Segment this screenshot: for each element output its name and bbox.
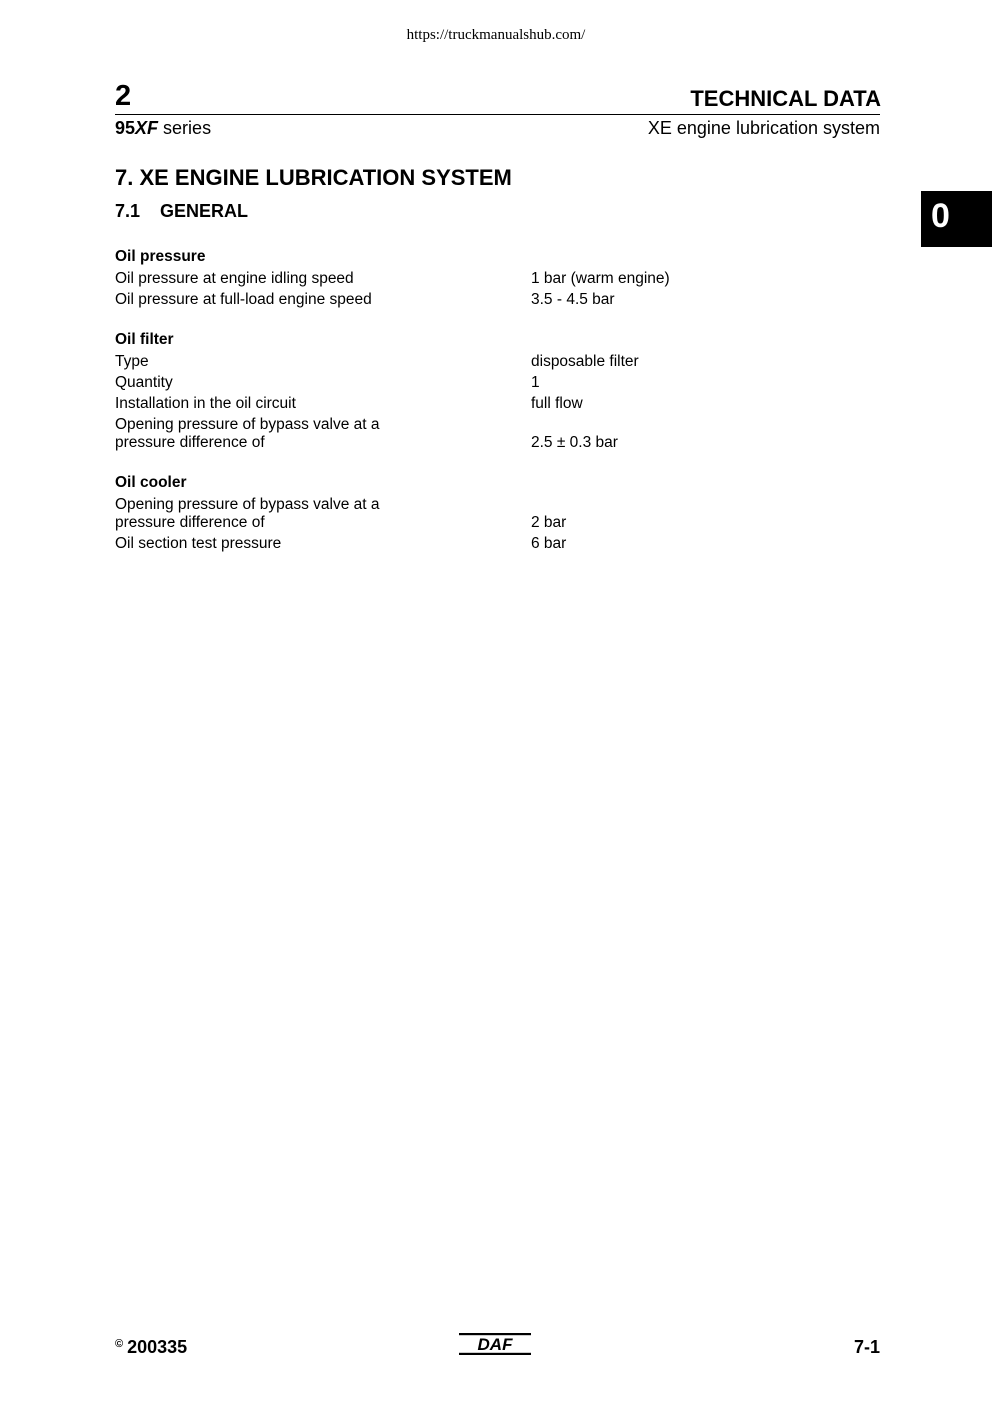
spec-group-title: Oil pressure: [115, 248, 206, 265]
logo-text: DAF: [477, 1335, 513, 1355]
page-number: 7-1: [853, 1337, 880, 1357]
chapter-number: 2: [115, 80, 132, 112]
spec-label: Oil section test pressure: [115, 535, 282, 552]
spec-row: [115, 392, 815, 413]
spec-value: 1 bar (warm engine): [531, 270, 670, 287]
daf-logo: [459, 1333, 531, 1355]
spec-value: 6 bar: [531, 535, 567, 552]
section-tab-marker: [921, 191, 992, 247]
section-heading-number: 7.1: [115, 201, 141, 221]
spec-group-title: Oil cooler: [115, 474, 187, 491]
spec-row: [115, 267, 815, 288]
doc-code: 200335: [127, 1337, 188, 1357]
spec-group: [115, 246, 815, 309]
source-url: https://truckmanualshub.com/: [406, 27, 586, 43]
spec-row: [115, 413, 815, 452]
spec-table: [115, 246, 815, 573]
spec-value: 1: [531, 374, 540, 391]
spec-value: 3.5 - 4.5 bar: [531, 291, 615, 308]
spec-group-title: Oil filter: [115, 331, 174, 348]
series-suffix: series: [158, 118, 212, 138]
spec-row: [115, 288, 815, 309]
spec-row: [115, 371, 815, 392]
tab-marker-label: 0: [931, 197, 950, 235]
copyright-symbol: ©: [115, 1338, 124, 1350]
spec-value: disposable filter: [531, 353, 639, 370]
spec-label: Opening pressure of bypass valve at a pressure difference of: [115, 496, 380, 531]
page-subtitle: XE engine lubrication system: [647, 118, 880, 138]
spec-row: [115, 493, 815, 532]
spec-label: Type: [115, 353, 149, 370]
spec-value: full flow: [531, 395, 583, 412]
chapter-heading: 7. XE ENGINE LUBRICATION SYSTEM: [115, 165, 512, 190]
spec-value: 2 bar: [531, 514, 567, 531]
spec-label: Oil pressure at engine idling speed: [115, 270, 354, 287]
spec-value: 2.5 ± 0.3 bar: [531, 434, 618, 451]
spec-row: [115, 532, 815, 553]
spec-label: Opening pressure of bypass valve at a pressure difference of: [115, 416, 380, 451]
series-label: [115, 118, 211, 139]
section-heading-text: GENERAL: [160, 201, 249, 221]
spec-group: [115, 472, 815, 553]
spec-label: Quantity: [115, 374, 173, 391]
section-heading: [115, 201, 248, 222]
footer-doc-code: [115, 1337, 187, 1358]
spec-row: [115, 350, 815, 371]
spec-label: Oil pressure at full-load engine speed: [115, 291, 372, 308]
section-title: TECHNICAL DATA: [690, 86, 881, 111]
spec-label: Installation in the oil circuit: [115, 395, 296, 412]
series-model: XF: [135, 118, 159, 138]
header-rule: [115, 114, 880, 115]
series-prefix: 95: [115, 118, 136, 138]
spec-group: [115, 329, 815, 452]
